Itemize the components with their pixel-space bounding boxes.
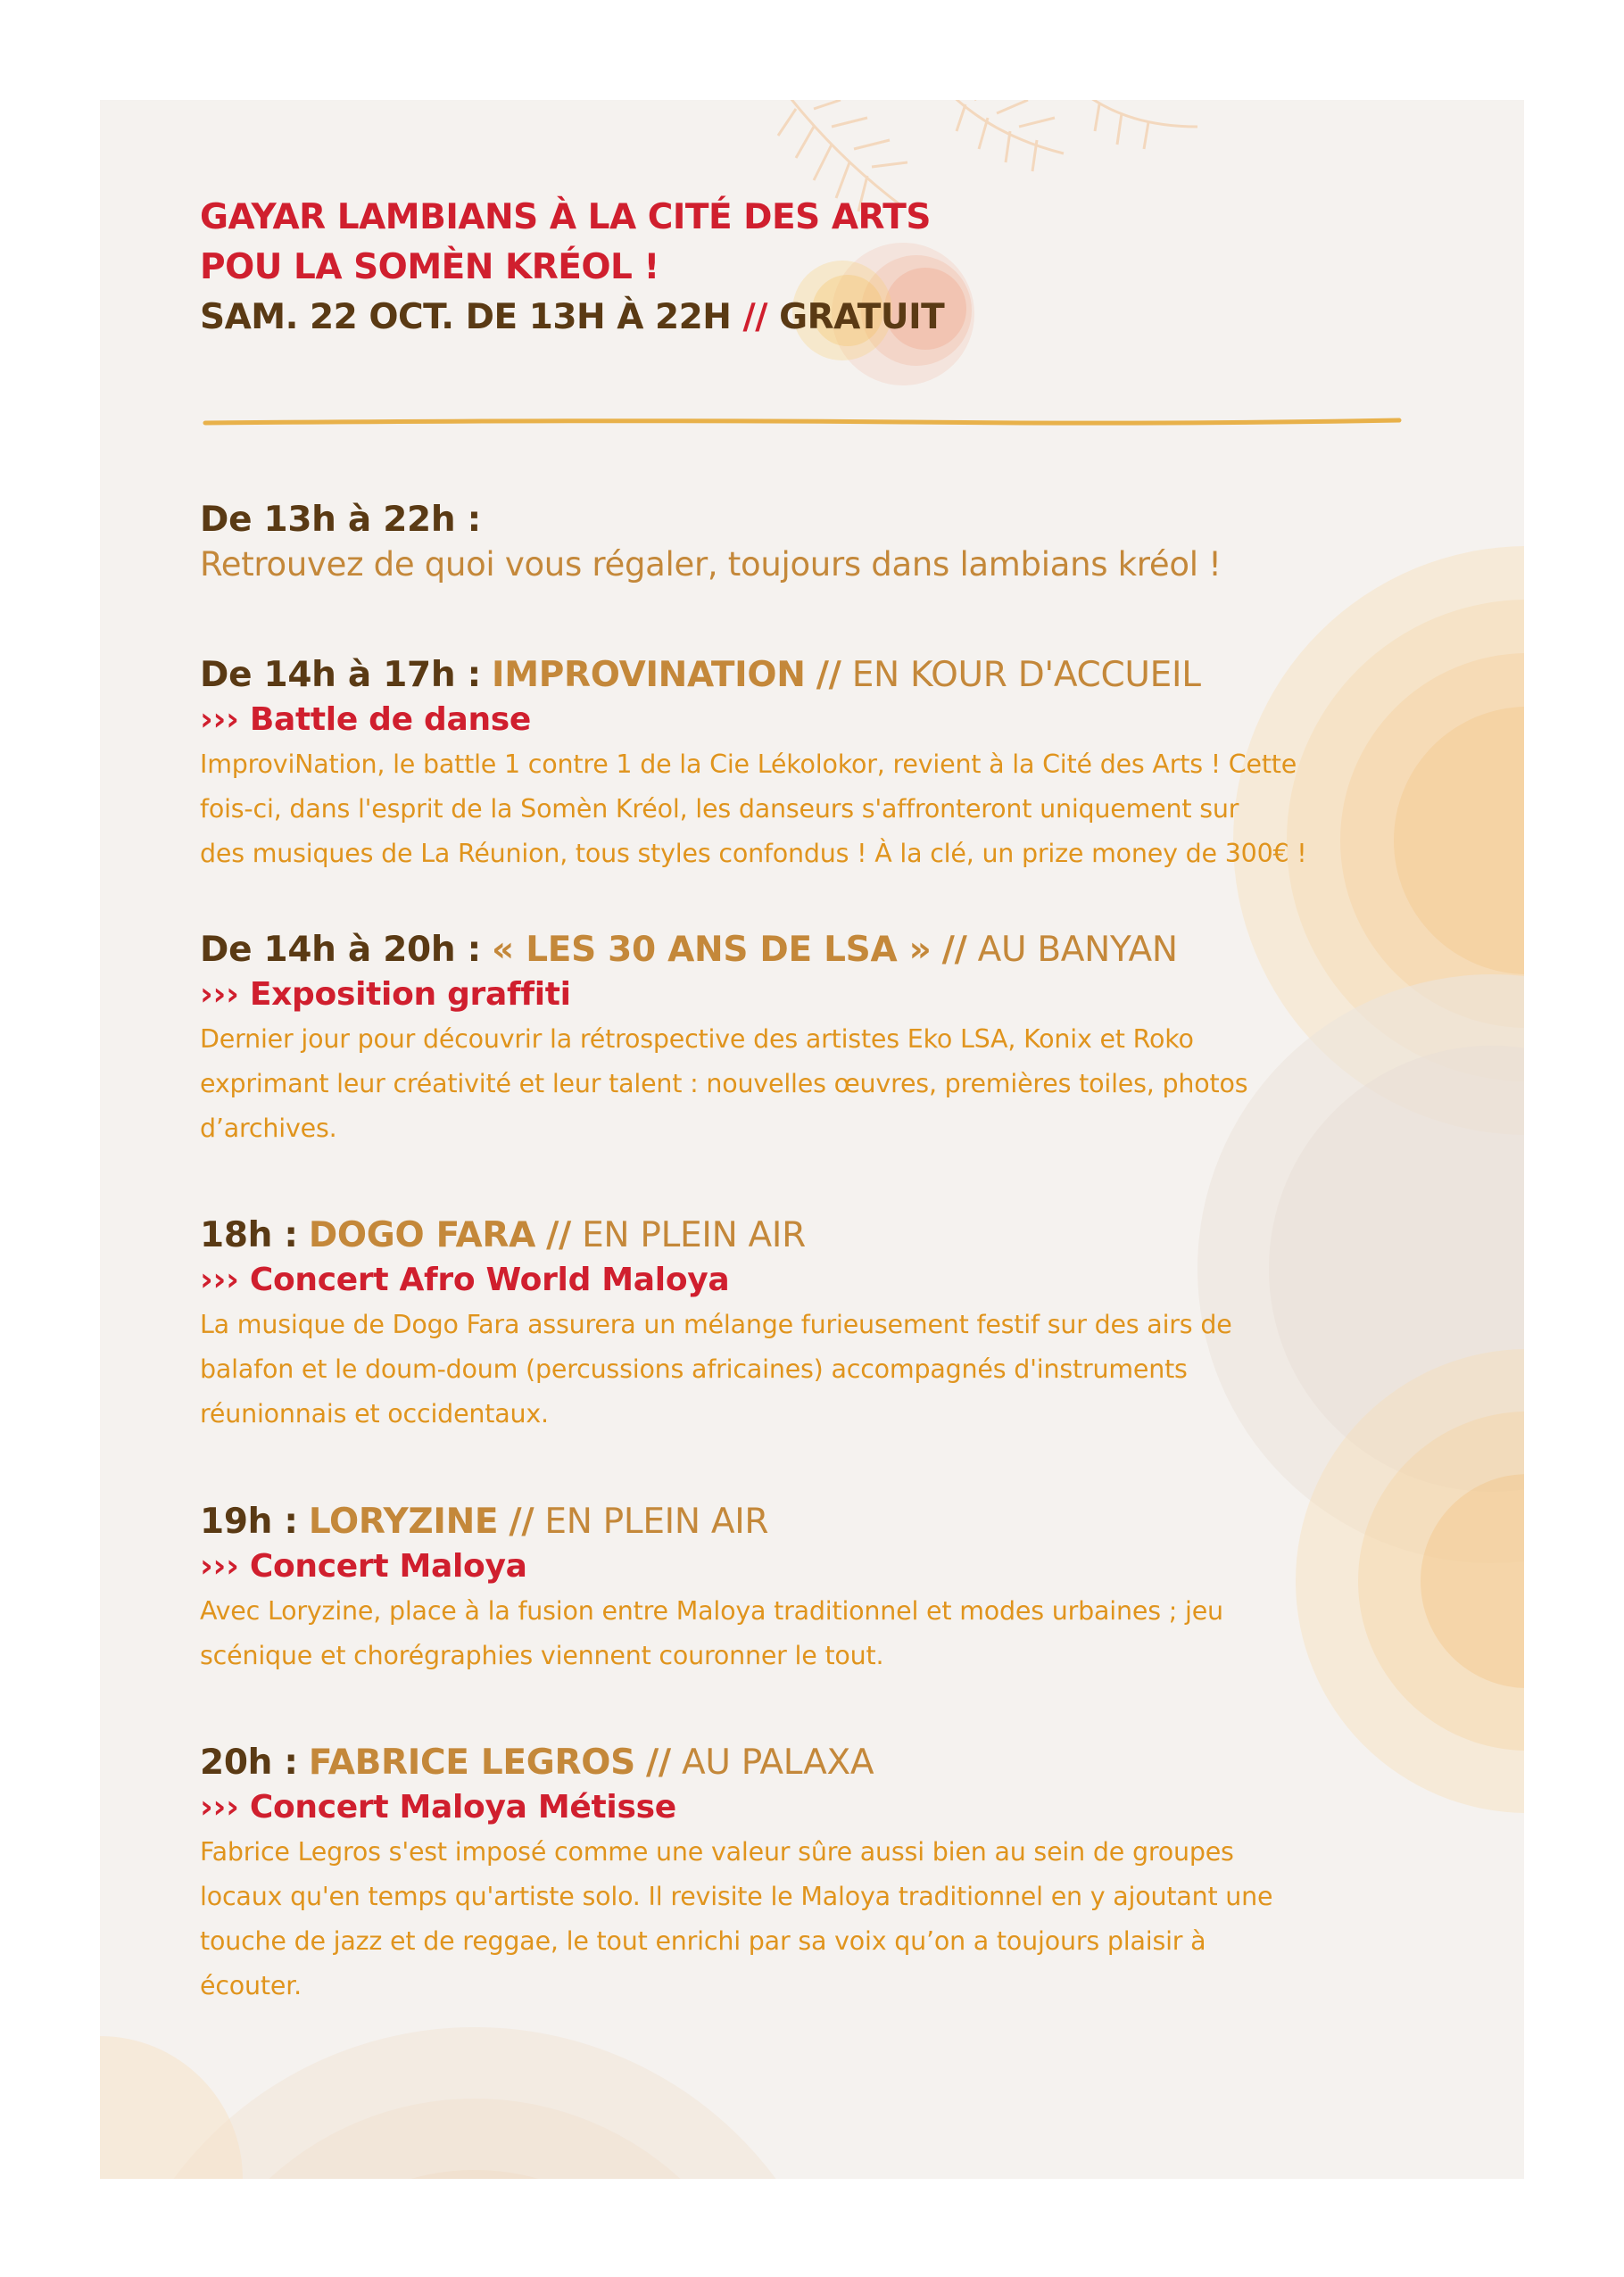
- event-description: [200, 742, 1485, 876]
- event-separator: //: [816, 655, 841, 695]
- description-line: d’archives.: [200, 1114, 337, 1143]
- event-subtitle: ››› Concert Afro World Maloya: [200, 1262, 730, 1298]
- description-line: La musique de Dogo Fara assurera un mélange furieusement festif sur des airs de: [200, 1310, 1232, 1339]
- description-line: exprimant leur créativité et leur talent : nouvelles œuvres, premières toiles, photos: [200, 1069, 1248, 1098]
- description-line: ImproviNation, le battle 1 contre 1 de la Cie Lékolokor, revient à la Cité des Arts ! Cette: [200, 749, 1297, 779]
- header-date: SAM. 22 OCT. DE 13H À 22H: [200, 297, 732, 337]
- event-subtitle: ››› Concert Maloya Métisse: [200, 1789, 676, 1826]
- description-line: des musiques de La Réunion, tous styles confondus ! À la clé, un prize money de 300€ !: [200, 839, 1307, 868]
- event-artist: LORYZINE: [308, 1502, 499, 1542]
- description-line: Fabrice Legros s'est imposé comme une valeur sûre aussi bien au sein de groupes: [200, 1837, 1234, 1867]
- event-description: [200, 1017, 1485, 1151]
- description-line: touche de jazz et de reggae, le tout enrichi par sa voix qu’on a toujours plaisir à: [200, 1926, 1206, 1956]
- event-artist: IMPROVINATION: [492, 655, 806, 695]
- event-venue: AU PALAXA: [681, 1743, 874, 1783]
- header-line-1: GAYAR LAMBIANS À LA CITÉ DES ARTS: [200, 197, 931, 237]
- event-separator: //: [546, 1215, 571, 1255]
- event-venue: AU BANYAN: [977, 930, 1178, 970]
- event-time: De 14h à 17h :: [200, 655, 481, 695]
- header-date-line: [200, 294, 944, 341]
- event-time: 18h :: [200, 1215, 298, 1255]
- bottom-rings-icon: [100, 2027, 849, 2179]
- event-artist: DOGO FARA: [308, 1215, 535, 1255]
- divider-line: [205, 420, 1399, 423]
- price-badge: GRATUIT: [779, 297, 945, 337]
- event-subtitle: ››› Exposition graffiti: [200, 976, 571, 1013]
- intro-block: [200, 498, 1485, 587]
- description-line: réunionnais et occidentaux.: [200, 1399, 549, 1428]
- event-time: 20h :: [200, 1743, 298, 1783]
- event-time: De 14h à 20h :: [200, 930, 481, 970]
- header-separator: //: [742, 297, 768, 337]
- event-subtitle: ››› Battle de danse: [200, 701, 532, 738]
- event-description: [200, 1830, 1485, 2008]
- flyer-page: [100, 100, 1524, 2179]
- header-line-2: POU LA SOMÈN KRÉOL !: [200, 247, 659, 287]
- description-line: locaux qu'en temps qu'artiste solo. Il revisite le Maloya traditionnel en y ajoutant une: [200, 1882, 1273, 1911]
- event-artist: « LES 30 ANS DE LSA »: [492, 930, 932, 970]
- event-loryzine: [200, 1500, 1485, 1678]
- event-venue: EN PLEIN AIR: [544, 1502, 769, 1542]
- description-line: Dernier jour pour découvrir la rétrospective des artistes Eko LSA, Konix et Roko: [200, 1024, 1194, 1054]
- description-line: fois-ci, dans l'esprit de la Somèn Kréol, les danseurs s'affronteront uniquement sur: [200, 794, 1239, 824]
- event-lsa: [200, 928, 1485, 1151]
- event-separator: //: [509, 1502, 534, 1542]
- intro-text: Retrouvez de quoi vous régaler, toujours dans lambians kréol !: [200, 545, 1222, 584]
- description-line: balafon et le doum-doum (percussions africaines) accompagnés d'instruments: [200, 1354, 1188, 1384]
- event-venue: EN PLEIN AIR: [582, 1215, 806, 1255]
- event-separator: //: [941, 930, 967, 970]
- event-description: [200, 1303, 1485, 1437]
- event-time: 19h :: [200, 1502, 298, 1542]
- event-venue: EN KOUR D'ACCUEIL: [851, 655, 1201, 695]
- intro-time: De 13h à 22h :: [200, 500, 481, 540]
- event-description: [200, 1589, 1485, 1678]
- description-line: scénique et chorégraphies viennent couronner le tout.: [200, 1641, 884, 1670]
- event-fabrice-legros: [200, 1741, 1485, 2008]
- event-separator: //: [645, 1743, 671, 1783]
- description-line: Avec Loryzine, place à la fusion entre Maloya traditionnel et modes urbaines ; jeu: [200, 1596, 1223, 1626]
- event-artist: FABRICE LEGROS: [308, 1743, 635, 1783]
- description-line: écouter.: [200, 1971, 302, 2000]
- event-subtitle: ››› Concert Maloya: [200, 1548, 527, 1585]
- event-dogo-fara: [200, 1213, 1485, 1437]
- event-improvination: [200, 653, 1485, 876]
